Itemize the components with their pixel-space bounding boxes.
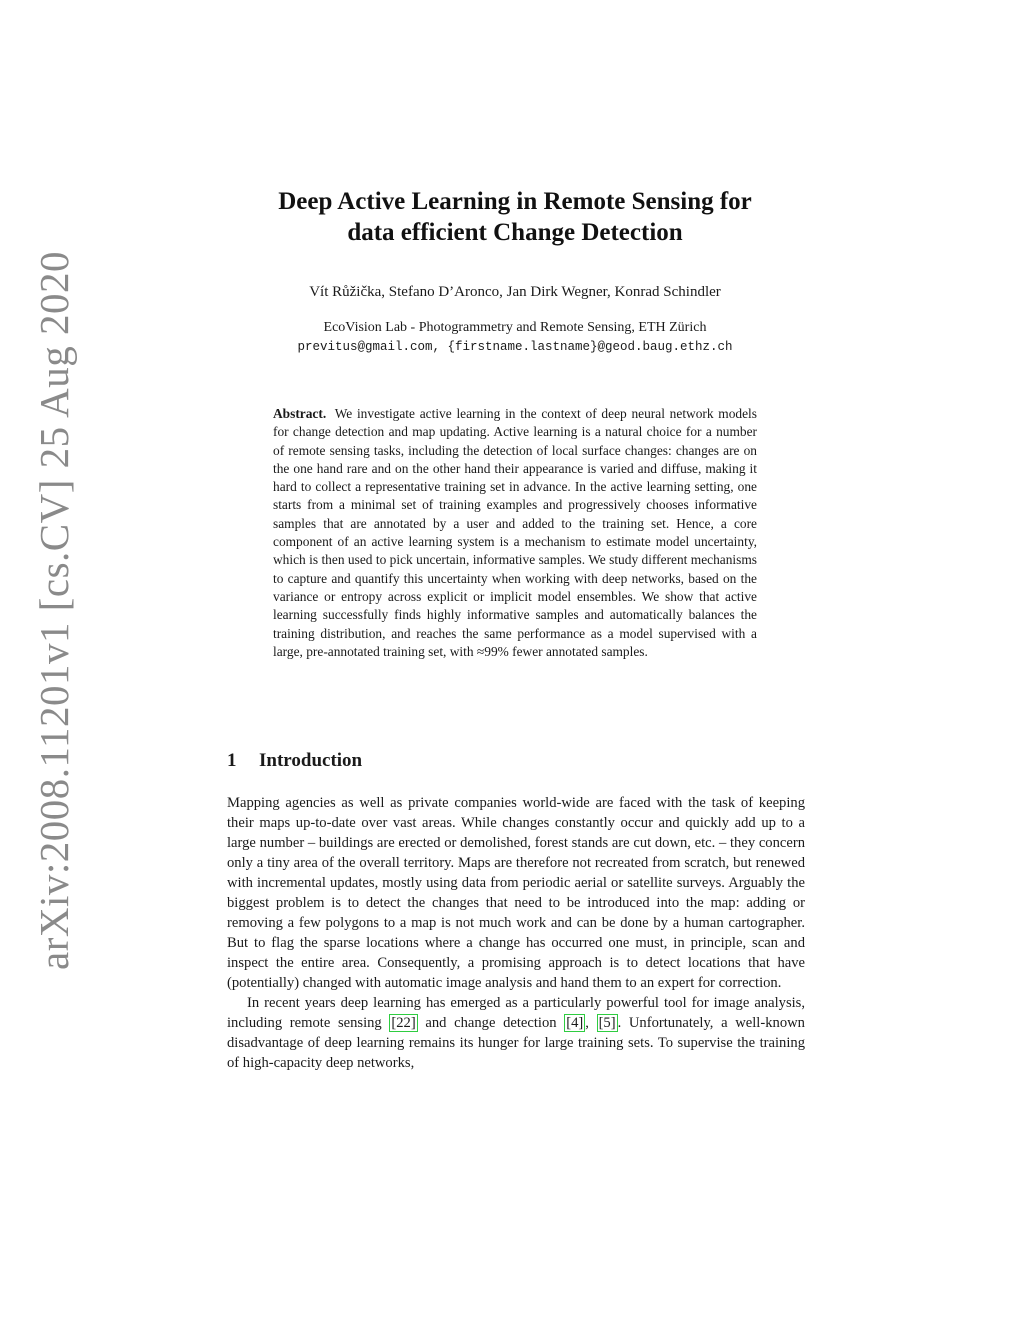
title-line-1: Deep Active Learning in Remote Sensing for	[278, 188, 752, 215]
body-text	[227, 793, 805, 1073]
citation-link-4[interactable]: [4]	[566, 1015, 584, 1031]
citation-link-22[interactable]: [22]	[391, 1015, 416, 1031]
paragraph-2	[227, 993, 805, 1073]
section-title: Introduction	[259, 750, 363, 771]
section-number: 1	[227, 750, 237, 771]
abstract-label: Abstract.	[273, 406, 327, 421]
paragraph-2-part-2: and change detection	[425, 1015, 557, 1031]
citation-link-5[interactable]: [5]	[598, 1015, 616, 1031]
citation-separator: ,	[585, 1015, 589, 1031]
author-list: Vít Růžička, Stefano D’Aronco, Jan Dirk Wegner, Konrad Schindler	[309, 284, 721, 300]
section-heading	[227, 750, 362, 772]
paper-title	[180, 186, 850, 248]
paragraph-2-part-3: . Unfortunately, a well-known disadvantage of deep learning remains its hunger for large training sets. To supervise the training of high-capacity deep networks,	[227, 1015, 805, 1071]
author-emails: previtus@gmail.com, {firstname.lastname}@geod.baug.ethz.ch	[297, 340, 733, 354]
abstract	[273, 405, 757, 661]
title-line-2: data efficient Change Detection	[347, 219, 683, 246]
affiliation: EcoVision Lab - Photogrammetry and Remote Sensing, ETH Zürich	[323, 320, 707, 335]
abstract-text: We investigate active learning in the context of deep neural network models for change detection and map updating. Active learning is a natural choice for a number of remote sensing tasks, including the detection of local surface changes: changes are on the one hand rare and on the other hand their appearance is varied and diffuse, making it hard to collect a representative training set in advance. In the active learning setting, one starts from a minimal set of training examples and progressively chooses informative samples that are annotated by a user and added to the training set. Hence, a core component of an active learning system is a mechanism to estimate model uncertainty, which is then used to pick uncertain, informative samples. We study different mechanisms to capture and quantify this uncertainty when working with deep networks, based on the variance or entropy across explicit or implicit model ensembles. We show that active learning successfully finds highly informative samples and automatically balances the training distribution, and reaches the same performance as a model supervised with a large, pre-annotated training set, with ≈99% fewer annotated samples.	[273, 406, 757, 659]
paragraph-1: Mapping agencies as well as private companies world-wide are faced with the task of keeping their maps up-to-date over vast areas. While changes constantly occur and quickly add up to a large number – buildings are erected or demolished, forest stands are cut down, etc. – they concern only a tiny area of the overall territory. Maps are therefore not recreated from scratch, but renewed with incremental updates, mostly using data from periodic aerial or satellite surveys. Arguably the biggest problem is to detect the changes that need to be introduced into the map: adding or removing a few polygons to a map is not much work and can be done by a human cartographer. But to flag the sparse locations where a change has occurred one must, in principle, scan and inspect the entire area. Consequently, a promising approach is to detect locations that have (potentially) changed with automatic image analysis and hand them to an expert for correction.	[227, 795, 805, 991]
paragraph-2-part-1: In recent years deep learning has emerged as a particularly powerful tool for image analysis, including remote sensing	[227, 995, 805, 1031]
arxiv-stamp: arXiv:2008.11201v1 [cs.CV] 25 Aug 2020	[31, 251, 77, 970]
